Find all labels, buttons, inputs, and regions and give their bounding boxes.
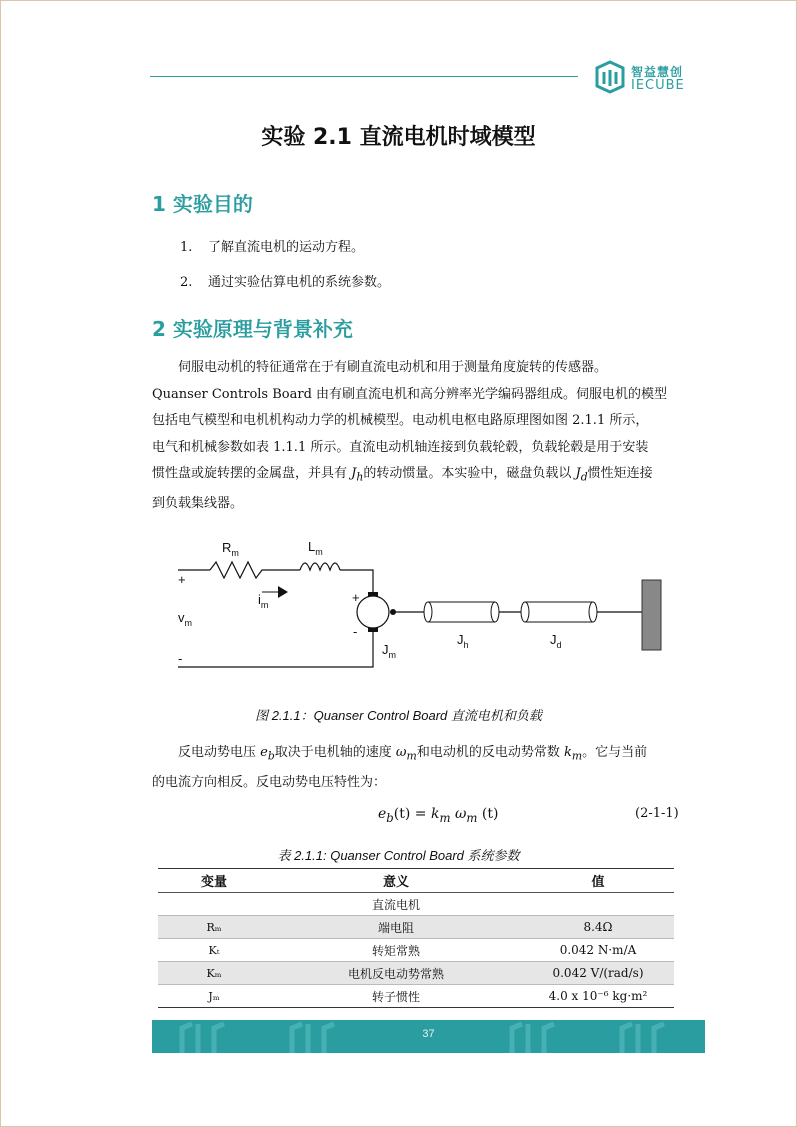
- label-L: L: [308, 539, 316, 554]
- label-Jm-sub: m: [388, 650, 396, 660]
- eq-rhs-arg: (t): [477, 806, 499, 822]
- symbol-sub: b: [267, 749, 275, 763]
- table-header-row: [158, 869, 674, 893]
- label-i: i: [258, 592, 261, 607]
- eq-lhs-sub: b: [386, 810, 394, 825]
- cell-symbol: Rₘ: [158, 916, 270, 939]
- header-rule: [150, 76, 578, 77]
- figure-caption: 图 2.1.1：Quanser Control Board 直流电机和负载: [255, 708, 542, 723]
- cell-symbol: Jₘ: [158, 985, 270, 1008]
- svg-text:Jh: [457, 632, 469, 650]
- table-row: [158, 939, 674, 962]
- label-R-sub: m: [231, 548, 239, 558]
- eq-lhs-arg: (t) =: [393, 806, 431, 822]
- text-run: 的电流方向相反。反电动势电压特性为：: [152, 775, 387, 791]
- eq-k: k: [430, 806, 440, 822]
- eq-omega-sub: m: [466, 810, 478, 825]
- symbol-k: k: [563, 745, 572, 760]
- label-v-sub: m: [184, 618, 192, 628]
- text-run: 和电动机的反电动势常数: [416, 745, 564, 760]
- logo-english-text: IECUBE: [631, 78, 685, 93]
- text-run: 惯性矩连接: [587, 466, 653, 481]
- parameters-table: [158, 868, 674, 1008]
- symbol-J: J: [575, 466, 581, 481]
- paragraph-principle: [152, 355, 682, 518]
- label-Jh-sub: h: [463, 640, 469, 650]
- label-minus-left: -: [178, 651, 183, 666]
- col-header: 意义: [270, 869, 522, 893]
- label-minus-motor: -: [353, 624, 358, 639]
- equation-number: (2-1-1): [635, 806, 679, 821]
- list-item-text: 了解直流电机的运动方程。: [208, 240, 365, 255]
- label-Jd: J: [550, 632, 557, 647]
- table-caption: 表 2.1.1: Quanser Control Board 系统参数: [277, 848, 520, 863]
- symbol-J: J: [351, 466, 357, 481]
- table-row: [158, 962, 674, 985]
- cell-value: 0.042 V/(rad/s): [522, 962, 674, 985]
- cell-meaning: 电机反电动势常熟: [270, 962, 522, 985]
- label-i-sub: m: [260, 600, 269, 610]
- text-run: 到负载集线器。: [152, 496, 244, 512]
- svg-text:Jm: [382, 642, 396, 660]
- text-run: 的转动惯量。本实验中，磁盘负载以: [363, 466, 576, 481]
- text-run: 惯性盘或旋转摆的金属盘，并具有: [152, 466, 352, 481]
- logo-chinese-text: 智益慧创: [631, 65, 684, 79]
- cell-symbol: Kₘ: [158, 962, 270, 985]
- footer-band: [152, 1020, 705, 1053]
- eq-omega: ω: [450, 806, 467, 822]
- symbol-sub: m: [406, 749, 417, 763]
- label-v: v: [178, 610, 185, 625]
- cell-meaning: 转子惯性: [270, 985, 522, 1008]
- symbol-sub: h: [356, 470, 364, 484]
- table-row: [158, 916, 674, 939]
- col-header: 值: [522, 869, 674, 893]
- svg-text:Rm: [222, 540, 239, 558]
- iecube-logo: [593, 60, 703, 96]
- svg-text:Jd: [550, 632, 562, 650]
- cell-meaning: 端电阻: [270, 916, 522, 939]
- svg-text:Lm: [308, 539, 323, 557]
- label-plus-left: +: [178, 572, 186, 587]
- col-header: 变量: [158, 869, 270, 893]
- label-R: R: [222, 540, 232, 555]
- text-run: 包括电气模型和电机机构动力学的机械模型。电动机电枢电路原理图如图 2.1.1 所示，: [152, 413, 649, 428]
- label-L-sub: m: [315, 547, 323, 557]
- paragraph-back-emf: [152, 740, 682, 797]
- eq-k-sub: m: [439, 810, 451, 825]
- list-item: [180, 236, 364, 255]
- cell-symbol: Kₜ: [158, 939, 270, 962]
- symbol-e: e: [260, 745, 268, 760]
- table-row: [158, 985, 674, 1008]
- cell-value: 4.0 x 10⁻⁶ kg·m²: [522, 985, 674, 1008]
- page-number: 37: [422, 1028, 435, 1040]
- motor-load-diagram: [160, 530, 680, 670]
- text-run: 取决于电机轴的速度: [274, 745, 396, 760]
- text-run: Quanser Controls Board 由有刷直流电机和高分辨率光学编码器组成。伺服电机的模型: [152, 386, 668, 402]
- list-item-number: 2.: [180, 275, 193, 290]
- symbol-sub: d: [580, 470, 588, 484]
- list-item-number: 1.: [180, 240, 193, 255]
- section1-heading: 1 实验目的: [152, 192, 253, 216]
- page-title: 实验 2.1 直流电机时域模型: [261, 125, 536, 150]
- text-run: 。它与当前: [582, 745, 648, 760]
- svg-text:im: [258, 592, 268, 610]
- logo-mark-icon: [593, 60, 627, 94]
- cell-meaning: 转矩常熟: [270, 939, 522, 962]
- group-label: 直流电机: [270, 893, 522, 916]
- text-run: 伺服电动机的特征通常在于有刷直流电动机和用于测量角度旋转的传感器。: [178, 360, 608, 375]
- label-plus-motor: +: [352, 590, 360, 605]
- cell-value: 8.4Ω: [522, 916, 674, 939]
- svg-text:vm: [178, 610, 192, 628]
- symbol-omega: ω: [395, 745, 407, 760]
- cell-value: 0.042 N·m/A: [522, 939, 674, 962]
- table-group-row: [158, 893, 674, 916]
- label-Jd-sub: d: [556, 640, 562, 650]
- section2-heading: 2 实验原理与背景补充: [152, 317, 353, 341]
- label-Jh: J: [457, 632, 464, 647]
- list-item-text: 通过实验估算电机的系统参数。: [208, 275, 391, 290]
- text-run: 电气和机械参数如表 1.1.1 所示。直流电动机轴连接到负载轮毂，负载轮毂是用于安装: [152, 439, 649, 455]
- equation-2-1-1: [378, 806, 498, 825]
- text-run: 反电动势电压: [178, 745, 261, 760]
- symbol-sub: m: [571, 749, 583, 763]
- list-item: [180, 271, 390, 290]
- label-Jm: J: [382, 642, 389, 657]
- eq-lhs: e: [378, 806, 387, 822]
